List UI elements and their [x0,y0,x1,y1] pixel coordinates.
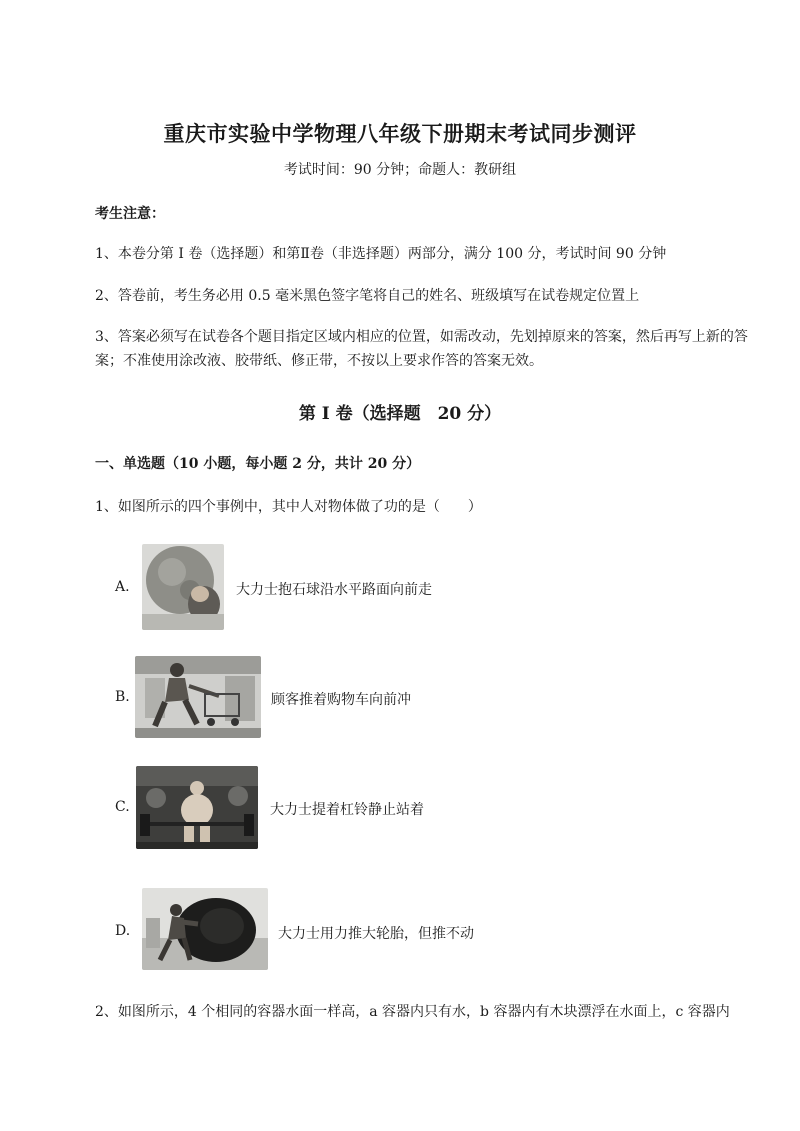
option-b-text: 顾客推着购物车向前冲 [271,692,411,708]
option-d-text: 大力士用力推大轮胎，但推不动 [278,926,474,942]
exam-info: 考试时间：90 分钟；命题人：教研组 [283,162,517,178]
notice-item-2: 2、答卷前，考生务必用 0.5 毫米黑色签字笔将自己的姓名、班级填写在试卷规定位置上 [95,288,640,304]
notice-item-3: 3、答案必须写在试卷各个题目指定区域内相应的位置，如需改动，先划掉原来的答案，然后再写上新的答案；不准使用涂改液、胶带纸、修正带，不按以上要求作答的答案无效。 [95,329,748,369]
option-c-text: 大力士提着杠铃静止站着 [270,802,424,818]
option-c-photo [136,766,258,849]
question-1-stem: 1、如图所示的四个事例中，其中人对物体做了功的是（ ） [95,499,482,515]
page-title: 重庆市实验中学物理八年级下册期末考试同步测评 [163,121,637,146]
option-b-photo [135,656,261,738]
notice-heading: 考生注意： [95,206,165,222]
option-a-text: 大力士抱石球沿水平路面向前走 [236,582,432,598]
option-d-photo [142,888,268,970]
part-heading: 一、单选题（10 小题，每小题 2 分，共计 20 分） [95,456,421,472]
option-a-letter: A. [115,579,130,595]
notice-item-1: 1、本卷分第 I 卷（选择题）和第Ⅱ卷（非选择题）两部分，满分 100 分，考试时间 90 分钟 [95,246,667,262]
question-2-stem: 2、如图所示，4 个相同的容器水面一样高，a 容器内只有水，b 容器内有木块漂浮在水面上，c 容器内 [95,1004,730,1020]
option-b-letter: B. [115,689,130,705]
option-d-letter: D. [115,923,131,939]
section-title: 第 I 卷（选择题 20 分） [298,404,502,424]
option-c-letter: C. [115,799,130,815]
option-a-photo [142,544,224,630]
